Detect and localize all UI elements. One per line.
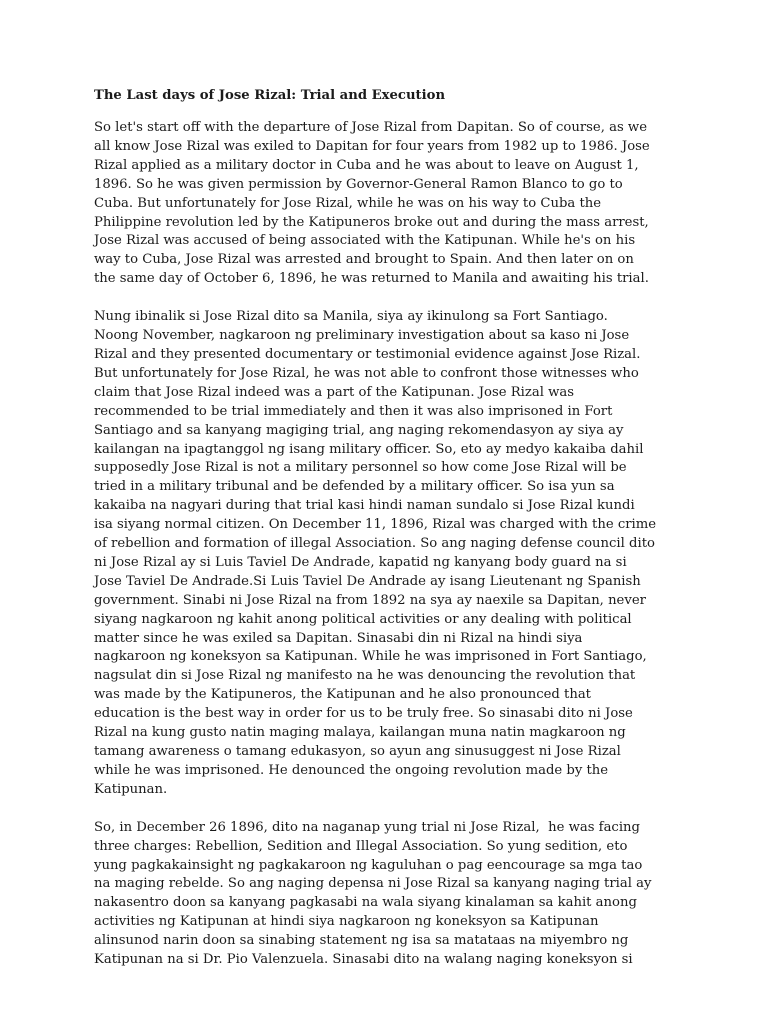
text-line: Noong November, nagkaroon ng preliminary investigation about sa kaso ni Jose bbox=[94, 328, 630, 344]
text-line: way to Cuba, Jose Rizal was arrested and brought to Spain. And then later on on bbox=[94, 252, 634, 268]
text-line: Cuba. But unfortunately for Jose Rizal, while he was on his way to Cuba the bbox=[94, 195, 602, 211]
text-line: Jose Rizal was accused of being associated with the Katipunan. While he's on his bbox=[94, 233, 636, 249]
text-line: tried in a military tribunal and be defended by a military officer. So isa yun sa bbox=[94, 479, 615, 495]
text-line: supposedly Jose Rizal is not a military personnel so how come Jose Rizal will be bbox=[94, 460, 627, 476]
text-line: alinsunod narin doon sa sinabing statement ng isa sa matataas na miyembro ng bbox=[94, 933, 629, 949]
text-line: na maging rebelde. So ang naging depensa ni Jose Rizal sa kanyang naging trial ay bbox=[94, 876, 652, 892]
text-line: nakasentro doon sa kanyang pagkasabi na wala siyang kinalaman sa kahit anong bbox=[94, 895, 637, 911]
text-line: kailangan na ipagtanggol ng isang military officer. So, eto ay medyo kakaiba dahil bbox=[94, 441, 644, 457]
text-line: three charges: Rebellion, Sedition and Illegal Association. So yung sedition, eto bbox=[94, 838, 628, 854]
text-line: isa siyang normal citizen. On December 11, 1896, Rizal was charged with the crime bbox=[94, 517, 657, 533]
text-line: Rizal and they presented documentary or testimonial evidence against Jose Rizal. bbox=[94, 346, 641, 362]
paragraph bbox=[94, 308, 718, 800]
text-line: government. Sinabi ni Jose Rizal na from 1892 na sya ay naexile sa Dapitan, never bbox=[94, 592, 646, 608]
text-line: But unfortunately for Jose Rizal, he was not able to confront those witnesses who bbox=[94, 365, 639, 381]
text-line: kakaiba na nagyari during that trial kasi hindi naman sundalo si Jose Rizal kundi bbox=[94, 498, 635, 514]
text-line: So, in December 26 1896, dito na naganap yung trial ni Jose Rizal, he was facing bbox=[94, 819, 640, 835]
text-line: So let's start off with the departure of Jose Rizal from Dapitan. So of course, as we bbox=[94, 120, 648, 135]
document-title: The Last days of Jose Rizal: Trial and Execution bbox=[94, 88, 446, 103]
text-line: all know Jose Rizal was exiled to Dapitan for four years from 1982 up to 1986. Jose bbox=[94, 138, 650, 154]
text-line: Rizal na kung gusto natin maging malaya, kailangan muna natin magkaroon ng bbox=[94, 725, 626, 741]
text-line: Philippine revolution led by the Katipuneros broke out and during the mass arrest, bbox=[94, 214, 649, 230]
text-line: recommended to be trial immediately and then it was also imprisoned in Fort bbox=[94, 403, 613, 419]
document-body bbox=[94, 119, 718, 970]
text-line: claim that Jose Rizal indeed was a part of the Katipunan. Jose Rizal was bbox=[94, 384, 575, 400]
text-line: ni Jose Rizal ay si Luis Taviel De Andrade, kapatid ng kanyang body guard na si bbox=[94, 554, 627, 570]
text-line: activities ng Katipunan at hindi siya nagkaroon ng koneksyon sa Katipunan bbox=[94, 914, 599, 930]
text-line: Katipunan. bbox=[94, 781, 168, 797]
text-line: 1896. So he was given permission by Governor-General Ramon Blanco to go to bbox=[94, 176, 623, 192]
text-line: education is the best way in order for us to be truly free. So sinasabi dito ni Jose bbox=[94, 706, 633, 722]
text-line: was made by the Katipuneros, the Katipunan and he also pronounced that bbox=[94, 687, 591, 703]
text-line: matter since he was exiled sa Dapitan. Sinasabi din ni Rizal na hindi siya bbox=[94, 630, 583, 646]
text-line: siyang nagkaroon ng kahit anong political activities or any dealing with political bbox=[94, 611, 632, 627]
text-line: Nung ibinalik si Jose Rizal dito sa Manila, siya ay ikinulong sa Fort Santiago. bbox=[94, 309, 608, 325]
text-line: Rizal applied as a military doctor in Cuba and he was about to leave on August 1, bbox=[94, 157, 639, 173]
text-line: the same day of October 6, 1896, he was returned to Manila and awaiting his trial. bbox=[94, 271, 649, 287]
text-line: tamang awareness o tamang edukasyon, so ayun ang sinusuggest ni Jose Rizal bbox=[94, 744, 621, 759]
text-line: Jose Taviel De Andrade.Si Luis Taviel De Andrade ay isang Lieutenant ng Spanish bbox=[94, 573, 641, 589]
text-line: Katipunan na si Dr. Pio Valenzuela. Sinasabi dito na walang naging koneksyon si bbox=[94, 952, 633, 968]
text-line: while he was imprisoned. He denounced the ongoing revolution made by the bbox=[94, 762, 609, 778]
text-line: Santiago and sa kanyang magiging trial, ang naging rekomendasyon ay siya ay bbox=[94, 422, 624, 438]
text-line: of rebellion and formation of illegal Association. So ang naging defense council dito bbox=[94, 536, 655, 552]
text-line: nagkaroon ng koneksyon sa Katipunan. While he was imprisoned in Fort Santiago, bbox=[94, 649, 647, 665]
paragraph bbox=[94, 819, 718, 970]
paragraph bbox=[94, 119, 718, 289]
text-line: yung pagkakainsight ng pagkakaroon ng kaguluhan o pag eencourage sa mga tao bbox=[94, 857, 643, 873]
text-line: nagsulat din si Jose Rizal ng manifesto na he was denouncing the revolution that bbox=[94, 668, 636, 684]
